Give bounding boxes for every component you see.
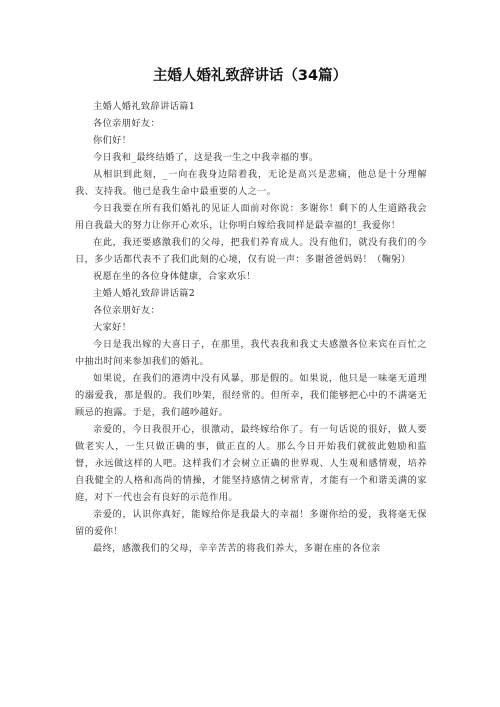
paragraph: 如果说，在我们的港湾中没有风暴，那是假的。如果说，他只是一味毫无道理的溺爱我，那是假的。我们吵架，很经常的。但所幸，我们能够把心中的不满毫无顾忌的抱露。于是，我们越吵越好。 <box>75 373 427 418</box>
paragraph: 主婚人婚礼致辞讲话篇1 <box>93 101 196 112</box>
paragraph: 今日是我出嫁的大喜日子，在那里，我代表我和我丈夫感激各位来宾在百忙之中抽出时间来参加我们的婚礼。 <box>75 339 427 367</box>
paragraph: 亲爱的，今日我很开心，很激动，最终嫁给你了。有一句话说的很好，做人要做老实人，一生只做正确的事，做正直的人。那么今日开始我们就彼此勉励和监督，永远做这样的人吧。这样我们才会树立正确的世界观、人生观和感情观，培养自我健全的人格和高尚的情操，才能坚持感情之树常青，才能有一个和谐美满的家庭，对下一代也会有良好的示范作用。 <box>75 424 427 503</box>
paragraph: 你们好！ <box>93 135 132 146</box>
paragraph: 大家好！ <box>93 322 132 333</box>
document-body <box>75 98 427 557</box>
paragraph: 今日我要在所有我们婚礼的见证人面前对你说：多谢你！剩下的人生道路我会用自我最大的努力让你开心欢乐，让你明白嫁给我同样是最幸福的!_我爱你！ <box>75 203 427 231</box>
paragraph: 亲爱的，认识你真好，能嫁给你是我最大的幸福！多谢你给的爱，我将毫无保留的爱你！ <box>75 509 427 537</box>
paragraph: 主婚人婚礼致辞讲话篇2 <box>93 288 196 299</box>
document-title: 主婚人婚礼致辞讲话（34篇） <box>152 68 348 84</box>
paragraph: 从相识到此刻，_一向在我身边陪着我，无论是高兴是悲痛，他总是十分理解我、支持我。他已是我生命中最重要的人之一。 <box>75 169 427 197</box>
paragraph: 祝愿在坐的各位身体健康，合家欢乐！ <box>93 271 256 282</box>
paragraph: 今日我和_最终结婚了，这是我一生之中我幸福的事。 <box>93 152 319 163</box>
paragraph: 在此，我还要感激我们的父母，把我们养育成人。没有他们，就没有我们的今日，多少话都代表不了我们此刻的心境，仅有说一声：多谢爸爸妈妈！（鞠躬） <box>75 237 427 265</box>
paragraph: 各位亲朋好友： <box>93 305 161 316</box>
paragraph: 最终，感激我们的父母，辛辛苦苦的将我们养大，多谢在座的各位亲 <box>93 543 381 554</box>
paragraph: 各位亲朋好友： <box>93 118 161 129</box>
